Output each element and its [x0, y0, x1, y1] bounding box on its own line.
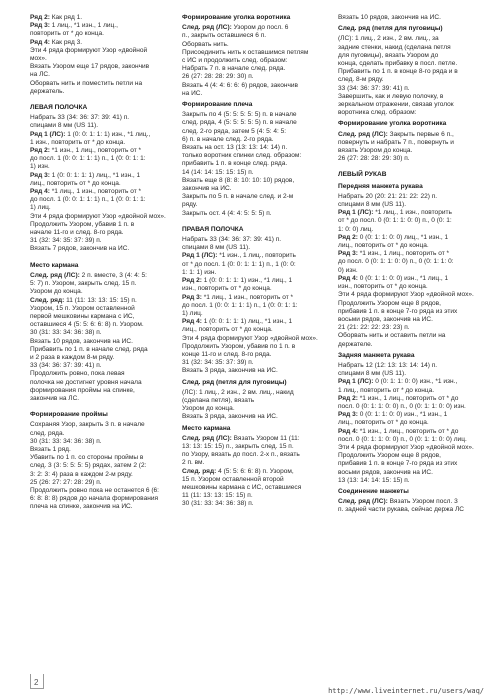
text-line: Ряд 2: 1 (0: 0: 1: 1: 1) изн., *1 лиц., 1: [182, 277, 293, 285]
text-line: 1 изн., повторить от * до конца.: [30, 138, 126, 146]
section-heading: След. ряд (петля для пуговицы): [182, 378, 287, 386]
text-line: Продолжить Узором, убавив по 1 п. в: [182, 342, 296, 350]
text-line: Ряд 4: 0 (0: 1: 1: 0: 0) изн., *1 лиц., 1: [338, 274, 449, 282]
text-line: 30 (31: 33: 34: 36: 38) п.: [30, 437, 102, 445]
text-line: 33 (34: 36: 37: 39: 41) п.: [30, 362, 102, 370]
text-line: спицами 8 мм (US 11).: [30, 122, 99, 130]
text-line: Закрыть по 4 (5: 5: 5: 5: 5) п. в начале: [182, 111, 297, 119]
text-line: 2 п. вм.: [182, 459, 205, 467]
text-line: задние стенки, накид (сделана петля: [338, 43, 451, 51]
text-line: лиц., повторить от * до конца.: [30, 179, 121, 187]
section-heading: ЛЕВЫЙ РУКАВ: [338, 171, 387, 179]
text-line: Прибавить по 1 п. в конце 8-го ряда и в: [338, 68, 458, 76]
text-line: Присоединить нить к оставшимся петлям: [182, 48, 309, 56]
text-line: След. ряд (ЛС): Вязать Узором посл. 3: [338, 498, 458, 506]
text-line: зеркальном отражении, связав уголок: [338, 101, 454, 109]
text-line: (ЛС): 1 лиц., 2 изн., 2 вм. лиц., за: [338, 35, 439, 43]
section-heading: Соединение манжеты: [338, 487, 409, 495]
text-line: Продолжить Узором, убавив 1 п. в: [30, 220, 135, 228]
text-line: Завершить, как и левую полочку, в: [338, 92, 444, 100]
text-line: Вязать 1 ряд.: [30, 445, 71, 453]
text-line: спицами 8 мм (US 11).: [338, 201, 407, 209]
text-line: Сохраняя Узор, закрыть 3 п. в начале: [30, 421, 145, 429]
text-line: лиц., повторить от * до конца.: [338, 419, 429, 427]
text-line: формирования проймы на спинке,: [30, 386, 135, 394]
text-line: мешковины кармана с ИС, оставшиеся: [182, 483, 302, 491]
text-line: 26 (27: 28: 28: 29: 30) п.: [338, 155, 410, 163]
text-line: Набрать 7 п. в начале след. ряда.: [182, 65, 286, 73]
text-line: Набрать 33 (34: 36: 37: 39: 41) п.: [182, 236, 282, 244]
text-line: Узором, 15 п. Узором оставленной: [30, 304, 135, 312]
text-line: Закрыть ост. 4 (4: 4: 5: 5: 5) п.: [182, 209, 272, 217]
source-url[interactable]: http://www.liveinternet.ru/users/waq/: [328, 687, 484, 695]
text-line: Вязать 3 ряда, закончив на ИС.: [182, 413, 278, 421]
text-line: Вязать Узором еще 17 рядов, закончив: [30, 63, 150, 71]
text-line: Вязать 10 рядов, закончив на ИС.: [30, 337, 133, 345]
instruction-paragraph: [338, 498, 478, 514]
text-line: 30 (31: 33: 34: 36: 38) п.: [30, 329, 102, 337]
text-line: Вязать 4 (4: 4: 6: 6: 6) рядов, закончив: [182, 81, 299, 89]
text-line: Убавить по 1 п. со стороны проймы в: [30, 454, 144, 462]
text-line: закончив на ЛС.: [30, 394, 80, 402]
text-line: мох».: [30, 55, 47, 63]
text-line: Ряд 3: *1 изн., 1 лиц., повторить от *: [338, 250, 450, 258]
text-line: 31 (32: 34: 35: 37: 39) п.: [30, 237, 102, 245]
text-line: прибавить 1 п. в конце след. ряда.: [182, 160, 288, 168]
text-line: Узором до конца.: [30, 288, 83, 296]
text-line: повторить от * до конца.: [30, 30, 104, 38]
text-line: по Узору, вязать до посл. 2-х п., вязать: [182, 451, 300, 459]
text-line: вязать Узором до конца.: [338, 147, 413, 155]
text-line: 21 (21: 22: 22: 23: 23) п.: [338, 324, 410, 332]
text-line: до посл. 1 (0: 0: 1: 1: 1) п., 1 (0: 0: 1: 1:: [30, 155, 146, 163]
text-line: до посл. 1 (0: 0: 1: 1: 1) п., 1 (0: 0: 1: 1:: [30, 196, 146, 204]
text-line: 31 (32: 34: 35: 37: 39) п.: [182, 359, 254, 367]
text-line: Ряд 3: 1 лиц., *1 изн., 1 лиц.,: [30, 22, 118, 30]
text-line: для пуговицы), вязать Узором до: [338, 51, 439, 59]
text-line: 1) лиц.: [182, 309, 203, 317]
text-line: След. ряд: 4 (5: 5: 6: 6: 8) п. Узором,: [182, 467, 294, 475]
section-heading: След. ряд (петля для пуговицы): [338, 25, 443, 33]
text-line: Вязать 7 рядов, закончив на ИС.: [30, 245, 130, 253]
text-line: Оборвать нить и оставить петли на: [338, 332, 446, 340]
text-line: 11 (11: 13: 13: 15: 15) п.: [182, 492, 253, 500]
text-line: Ряд 2: *1 изн., 1 лиц., повторить от *: [30, 147, 142, 155]
text-line: Вязать на ост. 13 (13: 13: 14: 14) п.: [182, 144, 288, 152]
text-line: первой мешковины кармана с ИС,: [30, 312, 135, 320]
text-line: изн., повторить от * до конца.: [338, 283, 428, 291]
text-line: Ряд 3: *1 лиц., 1 изн., повторить от *: [182, 293, 294, 301]
text-line: 0) изн.: [338, 266, 358, 274]
text-line: Узором до конца.: [182, 405, 235, 413]
text-line: спицами 8 мм (US 11).: [182, 244, 251, 252]
text-line: Ряд 4: Как ряд 3.: [30, 38, 83, 46]
text-line: Набрать 20 (20: 21: 21: 22: 22) п.: [338, 192, 438, 200]
text-line: След. ряд (ЛС): Узором до посл. 6: [182, 24, 289, 32]
section-heading: ЛЕВАЯ ПОЛОЧКА: [30, 104, 88, 112]
text-line: п. задней части рукава, сейчас держа ЛС: [338, 506, 465, 514]
text-line: Прибавить по 1 п. в начале след. ряда: [30, 345, 148, 353]
text-line: След. ряд (ЛС): Закрыть первые 6 п.,: [338, 130, 454, 138]
text-line: След. ряд: 11 (11: 13: 13: 15: 15) п.: [30, 296, 137, 304]
text-line: 13 (13: 14: 14: 15: 15) п.: [338, 476, 410, 484]
section-heading: Место кармана: [30, 261, 79, 269]
text-line: воротника след. образом:: [338, 109, 417, 117]
text-line: конца, сделать прибавку в посл. петле.: [338, 60, 458, 68]
text-line: спицами 8 мм (US 11).: [338, 370, 407, 378]
text-line: от * до посл. 0 (0: 1: 1: 0: 0) п., 0 (0: 1:: [338, 217, 452, 225]
text-line: с ИС и продолжить след. образом:: [182, 57, 288, 65]
text-line: прибавив 1 п. в конце 7-го ряда из этих: [338, 307, 458, 315]
text-line: 1: 0: 0) лиц.: [338, 225, 374, 233]
text-line: Эти 4 ряда формируют Узор «двойной мох».: [338, 443, 474, 451]
text-line: Ряд 4: *1 лиц., 1 изн., повторить от *: [30, 188, 142, 196]
instruction-paragraph: [182, 111, 325, 218]
text-line: След. ряд (ЛС): Вязать Узором 11 (11:: [182, 434, 300, 442]
text-line: лиц., повторить от * до конца.: [338, 242, 429, 250]
instruction-paragraph: [338, 14, 478, 22]
text-line: 15 п. Узором оставленной второй: [182, 475, 284, 483]
text-line: и 2 раза в каждом 8-м ряду.: [30, 353, 115, 361]
text-line: Эти 4 ряда формируют Узор «двойной мох».: [182, 334, 318, 342]
text-line: Ряд 1 (ЛС): 1 (0: 0: 1: 1: 1) изн., *1 лиц.,: [30, 130, 151, 138]
text-line: след. 8-м ряду.: [338, 76, 384, 84]
text-line: Закрыть по 5 п. в начале след. и 2-м: [182, 193, 294, 201]
instruction-paragraph: [30, 14, 172, 96]
text-line: полочка не достигнет уровня начала: [30, 378, 142, 386]
section-heading: Место кармана: [182, 424, 231, 432]
text-line: след. ряда, 4 (5: 5: 5: 5: 5) п. в начале: [182, 119, 297, 127]
section-heading: Формирование плеча: [182, 101, 253, 109]
text-line: Набрать 33 (34: 36: 37: 39: 41) п.: [30, 114, 130, 122]
section-heading: Задняя манжета рукава: [338, 351, 415, 359]
text-line: Оборвать нить.: [182, 40, 229, 48]
text-line: Ряд 2: *1 изн., 1 лиц., повторить от * до: [338, 394, 459, 402]
text-line: Вязать 3 ряда, закончив на ИС.: [182, 367, 278, 375]
instruction-paragraph: [182, 389, 325, 422]
instruction-paragraph: [182, 24, 325, 98]
text-line: Ряд 4: 1 (0: 0: 1: 1: 1) лиц., *1 изн., 1: [182, 318, 293, 326]
instruction-paragraph: [338, 362, 478, 485]
text-line: Эти 4 ряда формируют Узор «двойной мох».: [338, 291, 474, 299]
text-line: посл. 0 (0: 1: 1: 0: 0) п., 0 (0: 1: 1: 0: 0) изн.: [338, 402, 466, 410]
text-line: 25 (26: 27: 27: 28: 29) п.: [30, 478, 102, 486]
text-line: Вязать 10 рядов, закончив на ИС.: [338, 14, 441, 21]
text-line: Ряд 1 (ЛС): *1 лиц., 1 изн., повторить: [338, 209, 452, 217]
text-line: от * до посл. 1 (0: 0: 1: 1: 1) п., 1 (0: 0:: [182, 260, 296, 268]
text-line: закончив на ИС.: [182, 185, 232, 193]
text-line: (ЛС): 1 лиц., 2 изн., 2 вм. лиц., накид: [182, 388, 294, 396]
text-line: 1: 1: 1) изн.: [182, 268, 217, 276]
text-line: 14 (14: 14: 15: 15: 15) п.: [182, 168, 254, 176]
text-line: 1) лиц.: [30, 204, 51, 212]
text-line: повернуть и набрать 7 п., повернуть и: [338, 138, 454, 146]
text-line: (сделана петля), вязать: [182, 396, 255, 404]
instruction-paragraph: [182, 435, 325, 509]
text-line: Эти 4 ряда формируют Узор «двойной мох».: [30, 212, 166, 220]
text-line: Ряд 2: Как ряд 1.: [30, 14, 83, 21]
text-line: 5: 7) п. Узором, закрыть след. 15 п.: [30, 280, 137, 288]
text-line: 6: 8: 8: 8) рядов до начала формирования: [30, 495, 159, 503]
text-line: Вязать еще 8 (8: 8: 10: 10: 10) рядов,: [182, 176, 295, 184]
text-line: Ряд 1 (ЛС): *1 изн., 1 лиц., повторить: [182, 252, 296, 260]
section-heading: ПРАВАЯ ПОЛОЧКА: [182, 225, 244, 233]
text-line: ряду.: [182, 201, 198, 209]
text-line: след. 2-го ряда, затем 5 (4: 5: 4: 5:: [182, 127, 287, 135]
text-line: держатель.: [30, 87, 65, 95]
text-line: Ряд 3: 1 (0: 0: 1: 1: 1) лиц., *1 изн., 1: [30, 171, 141, 179]
text-line: начале 11-го и след. 8-го ряда.: [30, 229, 124, 237]
section-heading: Формирование проймы: [30, 411, 108, 419]
text-line: держателе.: [338, 340, 373, 348]
text-line: 30 (31: 33: 34: 36: 38) п.: [182, 500, 254, 508]
instruction-paragraph: [338, 193, 478, 349]
text-line: 1) изн.: [30, 163, 50, 171]
text-line: только воротник спинки след. образом:: [182, 152, 302, 160]
instruction-paragraph: [30, 114, 172, 253]
text-line: След. ряд (ЛС): 2 п. вместе, 3 (4: 4: 5:: [30, 271, 147, 279]
text-line: Набрать 12 (12: 13: 13: 14: 14) п.: [338, 361, 438, 369]
section-heading: Передняя манжета рукава: [338, 182, 423, 190]
text-line: прибавив 1 п. в конце 7-го ряда из этих: [338, 460, 458, 468]
section-heading: Формирование уголка воротника: [182, 14, 291, 21]
text-line: до посл. 0 (0: 1: 1: 0: 0) п., 0 (0: 1: 1: 0:: [338, 258, 454, 266]
instruction-paragraph: [338, 35, 478, 117]
text-line: посл. 0 (0: 1: 1: 0: 0) п., 0 (0: 1: 1: 0: 0) лиц.: [338, 435, 467, 443]
instruction-paragraph: [30, 272, 172, 403]
text-line: след. 3 (3: 5: 5: 5: 5) рядах, затем 2 (2:: [30, 462, 147, 470]
text-line: 26 (27: 28: 28: 29: 30) п.: [182, 73, 254, 81]
text-line: плеча на спинке, закончив на ИС.: [30, 503, 133, 511]
text-line: оставшиеся 4 (5: 5: 6: 6: 8) п. Узором.: [30, 321, 144, 329]
text-line: на ИС.: [182, 89, 203, 97]
text-line: до посл. 1 (0: 0: 1: 1: 1) п., 1 (0: 0: 1: 1:: [182, 301, 298, 309]
text-line: след. ряда.: [30, 429, 65, 437]
text-line: лиц., повторить от * до конца.: [182, 326, 273, 334]
text-line: п., закрыть оставшиеся 6 п.: [182, 32, 267, 40]
text-line: Ряд 4: *1 изн., 1 лиц., повторить от * до: [338, 427, 459, 435]
text-line: 1 лиц., повторить от * до конца.: [338, 386, 435, 394]
instruction-paragraph: [30, 421, 172, 511]
text-line: изн., повторить от * до конца.: [182, 285, 272, 293]
text-line: 13: 13: 15: 15) п., закрыть след. 15 п.: [182, 442, 294, 450]
text-line: Ряд 1 (ЛС): 0 (0: 1: 1: 0: 0) изн., *1 изн.,: [338, 378, 458, 386]
text-line: 3: 2: 3: 4) раза в каждом 2-м ряду.: [30, 470, 133, 478]
text-line: Эти 4 ряда формируют Узор «двойной: [30, 46, 148, 54]
text-line: 33 (34: 36: 37: 39: 41) п.: [338, 84, 410, 92]
text-line: Продолжить ровно пока не останется 6 (6:: [30, 486, 159, 494]
text-line: конце 11-го и след. 8-го ряда.: [182, 350, 272, 358]
text-column-2: [182, 14, 325, 512]
text-line: восьми рядов, закончив на ИС.: [338, 468, 433, 476]
instruction-paragraph: [182, 236, 325, 375]
page-number: 2: [34, 678, 39, 687]
text-line: Оборвать нить и поместить петли на: [30, 79, 143, 87]
instruction-paragraph: [338, 131, 478, 164]
text-line: Ряд 2: 0 (0: 1: 1: 0: 0) лиц., *1 изн., 1: [338, 233, 449, 241]
text-line: Продолжить Узором еще 8 рядов,: [338, 299, 441, 307]
text-line: на ЛС.: [30, 71, 50, 79]
text-line: 6) п. в начале след. 2-го ряда.: [182, 135, 274, 143]
section-heading: Формирование уголка воротника: [338, 120, 447, 128]
text-column-3: [338, 14, 478, 518]
text-line: восьми рядов, закончив на ИС.: [338, 315, 433, 323]
text-line: Ряд 3: 0 (0: 1: 1: 0: 0) изн., *1 изн., 1: [338, 411, 448, 419]
text-line: Продолжить ровно, пока левая: [30, 370, 125, 378]
text-line: Продолжить Узором еще 8 рядов,: [338, 452, 441, 460]
text-column-1: [30, 14, 172, 515]
